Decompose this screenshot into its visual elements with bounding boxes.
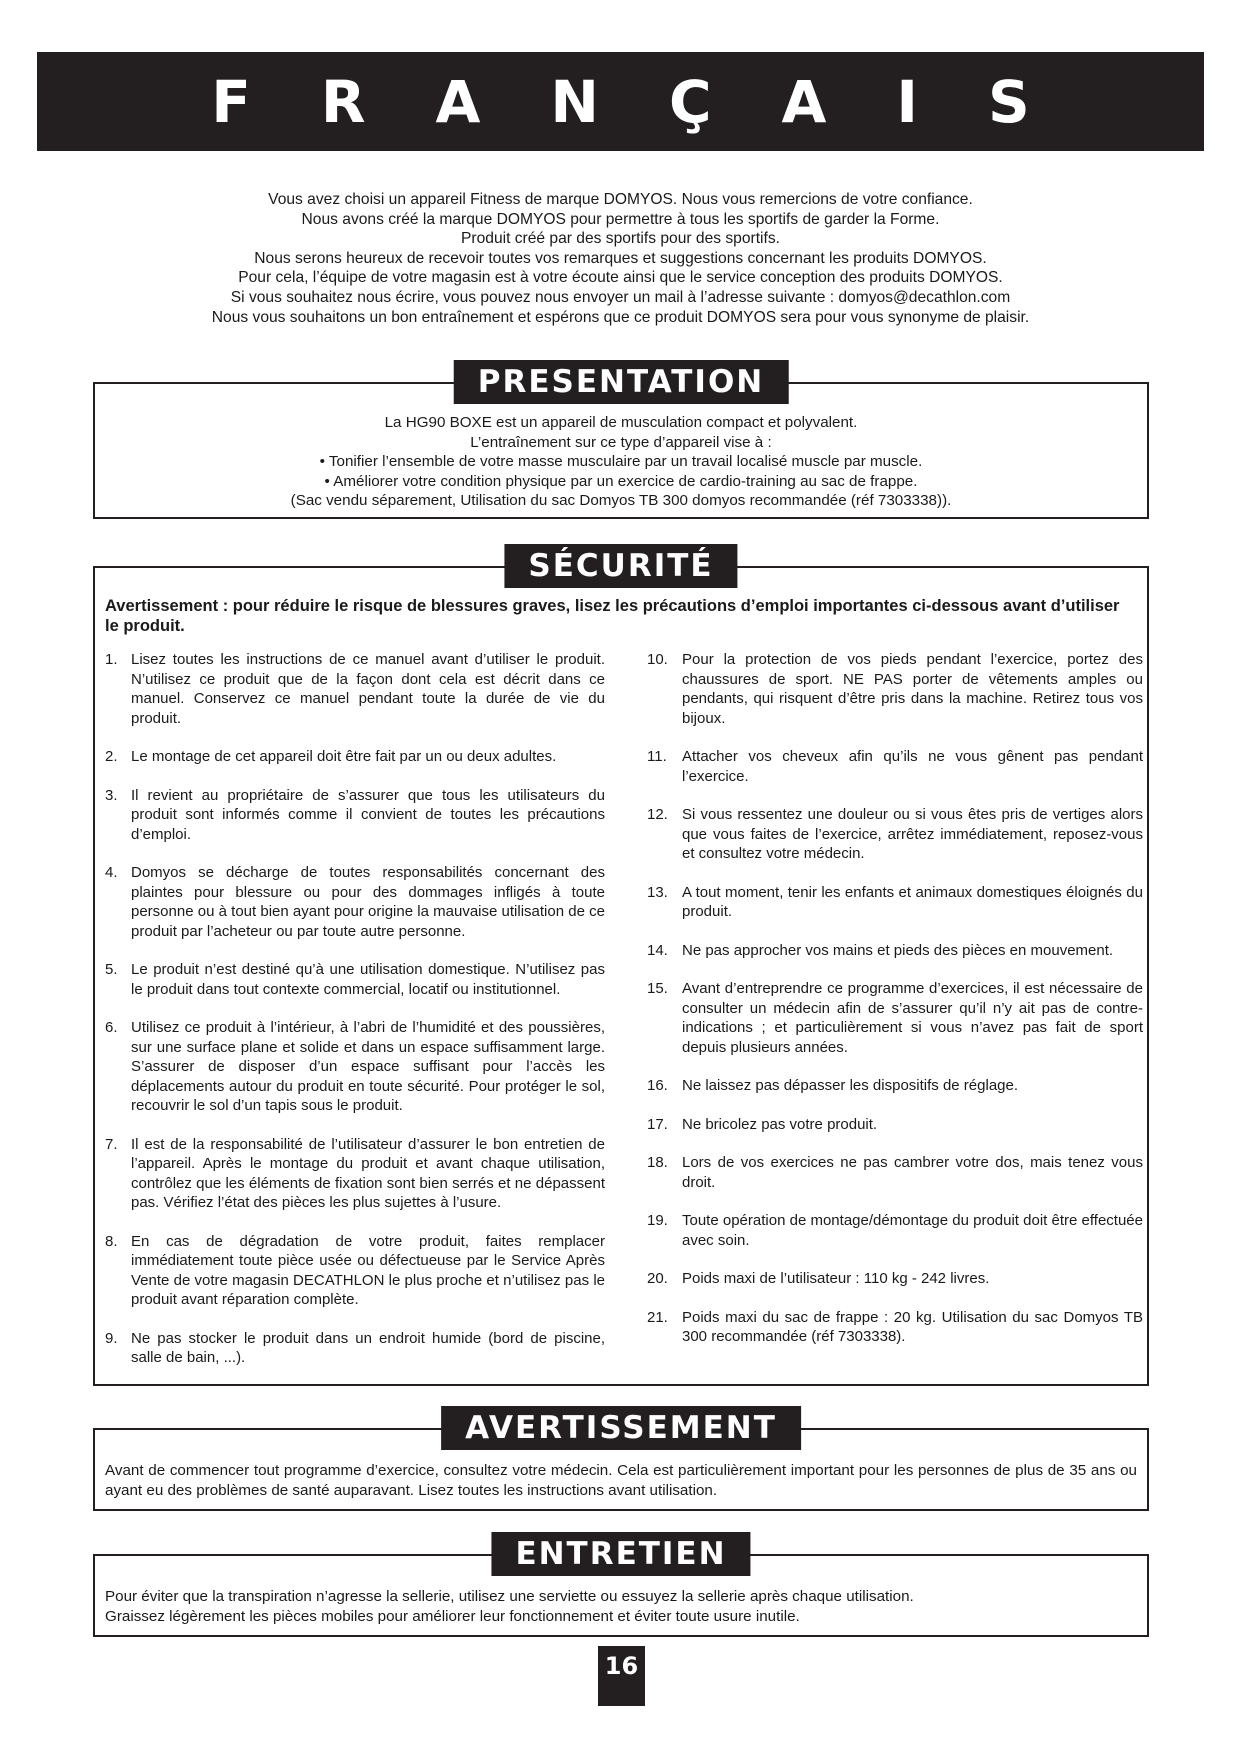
safety-item-text: Utilisez ce produit à l’intérieur, à l’abri de l’humidité et des poussières, sur une surface plane et solide et dans un espace suffisamment large. S’assurer de disposer d’un espace suffisant pour l’accès les déplacements autour du produit en toute sécurité. Pour protéger le sol, recouvrir le sol d’un tapis sous le produit. [131, 1019, 605, 1114]
safety-item [105, 786, 605, 845]
intro-text [100, 190, 1141, 327]
safety-item-number: 19. [647, 1212, 668, 1229]
securite-right-column [647, 650, 1143, 1347]
safety-item-text: Attacher vos cheveux afin qu’ils ne vous gênent pas pendant l’exercice. [682, 748, 1143, 785]
securite-left-column [105, 650, 605, 1368]
safety-item-text: Le produit n’est destiné qu’à une utilisation domestique. N’utilisez pas le produit dans tout contexte commercial, locatif ou institutionnel. [131, 961, 605, 998]
safety-item [647, 1269, 1143, 1289]
entretien-title: ENTRETIEN [491, 1532, 750, 1576]
safety-item [647, 650, 1143, 728]
intro-line: Nous vous souhaitons un bon entraînement et espérons que ce produit DOMYOS sera pour vous synonyme de plaisir. [211, 308, 1030, 326]
safety-item-text: Ne pas stocker le produit dans un endroit humide (bord de piscine, salle de bain, ...). [131, 1329, 605, 1366]
safety-item [647, 1211, 1143, 1250]
safety-item-text: Le montage de cet appareil doit être fait par un ou deux adultes. [131, 748, 557, 765]
presentation-line: • Tonifier l’ensemble de votre masse musculaire par un travail localisé muscle par muscle. [319, 453, 923, 471]
safety-item-number: 17. [647, 1115, 668, 1133]
safety-item-text: Domyos se décharge de toutes responsabilités concernant des plaintes pour blessure ou pour des dommages infligés à toute personne ou à tout bien ayant pour origine la mauvaise utilisation de ce produit par l’acheteur ou par toute autre personne. [131, 864, 605, 940]
securite-title: SÉCURITÉ [504, 544, 737, 588]
avertissement-title: AVERTISSEMENT [441, 1406, 801, 1450]
presentation-section [93, 364, 1149, 519]
safety-item [647, 883, 1143, 922]
safety-item-text: Poids maxi du sac de frappe : 20 kg. Utilisation du sac Domyos TB 300 recommandée (réf 7303338). [682, 1308, 1143, 1345]
securite-section [93, 548, 1149, 1386]
safety-item-number: 8. [105, 1232, 118, 1250]
safety-item-number: 2. [105, 748, 118, 765]
safety-item [105, 1232, 605, 1310]
safety-item-text: En cas de dégradation de votre produit, faites remplacer immédiatement toute pièce usée ou défectueuse par le Service Après Vente de votre magasin DECATHLON le plus proche et n’utilisez pas le produit avant réparation complète. [131, 1232, 605, 1308]
safety-item [647, 1308, 1143, 1347]
language-header [37, 52, 1204, 151]
entretien-body [105, 1587, 1137, 1627]
safety-item-text: Toute opération de montage/démontage du produit doit être effectuée avec soin. [682, 1212, 1143, 1249]
presentation-title: PRESENTATION [454, 360, 789, 404]
safety-item-text: Si vous ressentez une douleur ou si vous êtes pris de vertiges alors que vous faites de l’exercice, arrêtez immédiatement, reposez-vous et consultez votre médecin. [682, 806, 1143, 862]
safety-item [647, 941, 1143, 961]
intro-line: Pour cela, l’équipe de votre magasin est à votre écoute ainsi que le service conception des produits DOMYOS. [238, 269, 1003, 287]
safety-item-number: 1. [105, 651, 118, 668]
safety-item-text: Poids maxi de l’utilisateur : 110 kg - 242 livres. [682, 1270, 990, 1287]
safety-item-text: Il revient au propriétaire de s’assurer que tous les utilisateurs du produit sont informés comme il convient de toutes les précautions d’emploi. [131, 786, 605, 843]
intro-line: Nous avons créé la marque DOMYOS pour permettre à tous les sportifs de garder la Forme. [301, 210, 940, 228]
safety-item [647, 1153, 1143, 1192]
safety-item [647, 979, 1143, 1057]
safety-item-text: Ne pas approcher vos mains et pieds des pièces en mouvement. [682, 941, 1114, 959]
safety-item-number: 11. [647, 748, 667, 765]
safety-item-number: 20. [647, 1270, 668, 1287]
safety-item-number: 10. [647, 651, 668, 668]
safety-item-number: 9. [105, 1329, 118, 1347]
safety-item-number: 3. [105, 786, 118, 804]
safety-item [105, 1329, 605, 1368]
safety-item-number: 4. [105, 864, 118, 881]
presentation-line: L’entraînement sur ce type d’appareil vise à : [470, 433, 772, 451]
safety-item-number: 5. [105, 961, 118, 978]
safety-item [105, 1018, 605, 1116]
safety-item-number: 15. [647, 980, 668, 997]
avertissement-text: Avant de commencer tout programme d’exercice, consultez votre médecin. Cela est particulièrement important pour les personnes de plus de 35 ans ou ayant eu des problèmes de santé auparavant. Lisez toutes les instructions avant utilisation. [105, 1462, 1137, 1499]
securite-warning: Avertissement : pour réduire le risque de blessures graves, lisez les précautions d’emploi importantes ci-dessous avant d’utiliser le produit. [105, 597, 1120, 635]
safety-item-text: A tout moment, tenir les enfants et animaux domestiques éloignés du produit. [682, 883, 1143, 920]
entretien-section [93, 1536, 1149, 1637]
safety-item [105, 650, 605, 728]
intro-line: Vous avez choisi un appareil Fitness de marque DOMYOS. Nous vous remercions de votre confiance. [268, 191, 973, 208]
safety-item-number: 6. [105, 1019, 118, 1036]
language-title: FRANÇAIS [211, 67, 1100, 136]
avertissement-section [93, 1410, 1149, 1511]
safety-item-text: Avant d’entreprendre ce programme d’exercices, il est nécessaire de consulter un médecin afin de s’assurer qu’il n’y ait pas de contre-indications ; et particulièrement si vous n’avez pas fait de sport depuis plusieurs années. [682, 980, 1143, 1056]
safety-item [647, 1076, 1143, 1096]
presentation-line: • Améliorer votre condition physique par un exercice de cardio-training au sac de frappe. [324, 472, 918, 490]
safety-item [105, 747, 605, 767]
safety-item [105, 960, 605, 999]
safety-item-text: Lisez toutes les instructions de ce manuel avant d’utiliser le produit. N’utilisez ce produit que de la façon dont cela est décrit dans ce manuel. Conservez ce manuel pendant toute la durée de vie du produit. [131, 651, 605, 727]
safety-item-number: 14. [647, 941, 668, 959]
safety-item-text: Ne laissez pas dépasser les dispositifs de réglage. [682, 1077, 1019, 1094]
entretien-line: Pour éviter que la transpiration n’agresse la sellerie, utilisez une serviette ou essuyez la sellerie après chaque utilisation. [105, 1588, 914, 1605]
safety-item-number: 13. [647, 883, 668, 901]
intro-line: Nous serons heureux de recevoir toutes vos remarques et suggestions concernant les produits DOMYOS. [254, 249, 987, 267]
safety-item [105, 1135, 605, 1213]
presentation-body [95, 413, 1147, 511]
safety-item-number: 21. [647, 1308, 668, 1326]
safety-item-text: Pour la protection de vos pieds pendant l’exercice, portez des chaussures de sport. NE PAS porter de vêtements amples ou pendants, qui risquent d’être pris dans la machine. Retirez tous vos bijoux. [682, 651, 1143, 727]
safety-item-number: 12. [647, 806, 668, 823]
entretien-line: Graissez légèrement les pièces mobiles pour améliorer leur fonctionnement et éviter toute usure inutile. [105, 1608, 800, 1625]
safety-item [647, 1115, 1143, 1135]
safety-item-text: Il est de la responsabilité de l’utilisateur d’assurer le bon entretien de l’appareil. Après le montage du produit et avant chaque utilisation, contrôlez que les éléments de fixation sont bien serrés et ne dépassent pas. Vérifiez l’état des pièces les plus sujettes à l’usure. [131, 1135, 605, 1211]
safety-item-text: Ne bricolez pas votre produit. [682, 1115, 878, 1133]
safety-item-number: 7. [105, 1135, 118, 1153]
safety-item-number: 16. [647, 1077, 668, 1094]
presentation-line: La HG90 BOXE est un appareil de musculation compact et polyvalent. [384, 414, 858, 431]
safety-item-text: Lors de vos exercices ne pas cambrer votre dos, mais tenez vous droit. [682, 1154, 1143, 1191]
page-number: 16 [598, 1646, 645, 1706]
safety-item [647, 805, 1143, 864]
safety-item-number: 18. [647, 1154, 668, 1171]
intro-line: Si vous souhaitez nous écrire, vous pouvez nous envoyer un mail à l’adresse suivante : domyos@decathlon.com [230, 288, 1011, 306]
intro-line: Produit créé par des sportifs pour des sportifs. [461, 230, 780, 248]
presentation-line: (Sac vendu séparement, Utilisation du sac Domyos TB 300 domyos recommandée (réf 7303338)). [290, 492, 952, 510]
safety-item [105, 863, 605, 941]
safety-item [647, 747, 1143, 786]
